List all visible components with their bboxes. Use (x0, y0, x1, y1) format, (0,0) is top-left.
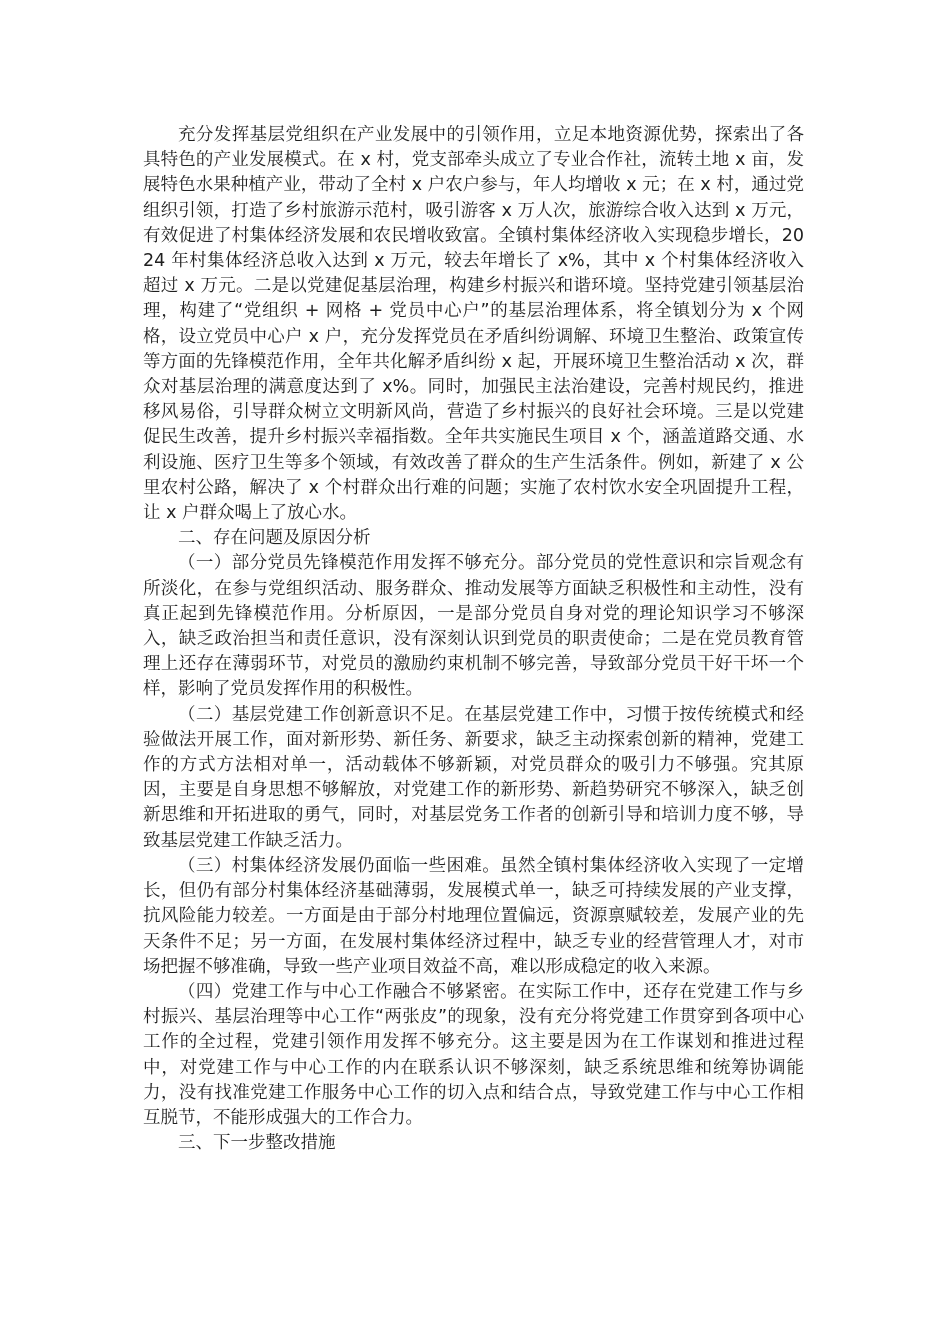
section-heading-problems: 二、存在问题及原因分析 (178, 528, 371, 549)
paragraph-problem-3: （三）村集体经济发展仍面临一些困难。虽然全镇村集体经济收入实现了一定增长，但仍有部分村集体经济基础薄弱，发展模式单一，缺乏可持续发展的产业支撑，抗风险能力较差。一方面是由于部分村地理位置偏远，资源禀赋较差，发展产业的先天条件不足；另一方面，在发展村集体经济过程中，缺乏专业的经营管理人才，对市场把握不够准确，导致一些产业项目效益不高，难以形成稳定的收入来源。 (143, 855, 804, 977)
section-heading-next-steps: 三、下一步整改措施 (178, 1133, 336, 1154)
paragraph-problem-4: （四）党建工作与中心工作融合不够紧密。在实际工作中，还存在党建工作与乡村振兴、基层治理等中心工作“两张皮”的现象，没有充分将党建工作贯穿到各项中心工作的全过程，党建引领作用发挥不够充分。这主要是因为在工作谋划和推进过程中，对党建工作与中心工作的内在联系认识不够深刻，缺乏系统思维和统筹协调能力，没有找准党建工作服务中心工作的切入点和结合点，导致党建工作与中心工作相互脱节，不能形成强大的工作合力。 (143, 981, 804, 1128)
paragraph-problem-2: （二）基层党建工作创新意识不足。在基层党建工作中，习惯于按传统模式和经验做法开展工作，面对新形势、新任务、新要求，缺乏主动探索创新的精神，党建工作的方式方法相对单一，活动载体不够新颖，对党员群众的吸引力不够强。究其原因，主要是自身思想不够解放，对党建工作的新形势、新趋势研究不够深入，缺乏创新思维和开拓进取的勇气，同时，对基层党务工作者的创新引导和培训力度不够，导致基层党建工作缺乏活力。 (143, 704, 804, 851)
document-page (143, 123, 804, 1156)
paragraph-achievements: 充分发挥基层党组织在产业发展中的引领作用，立足本地资源优势，探索出了各具特色的产业发展模式。在 x 村，党支部牵头成立了专业合作社，流转土地 x 亩，发展特色水果种植产业，带动了全村 x 户农户参与，年人均增收 x 元；在 x 村，通过党组织引领，打造了乡村旅游示范村，吸引游客 x 万人次，旅游综合收入达到 x 万元，有效促进了村集体经济发展和农民增收致富。全镇村集体经济收入实现稳步增长，2024 年村集体经济总收入达到 x 万元，较去年增长了 x%，其中 x 个村集体经济收入超过 x 万元。二是以党建促基层治理，构建乡村振兴和谐环境。坚持党建引领基层治理，构建了“党组织 + 网格 + 党员中心户”的基层治理体系，将全镇划分为 x 个网格，设立党员中心户 x 户，充分发挥党员在矛盾纠纷调解、环境卫生整治、政策宣传等方面的先锋模范作用，全年共化解矛盾纠纷 x 起，开展环境卫生整治活动 x 次，群众对基层治理的满意度达到了 x%。同时，加强民主法治建设，完善村规民约，推进移风易俗，引导群众树立文明新风尚，营造了乡村振兴的良好社会环境。三是以党建促民生改善，提升乡村振兴幸福指数。全年共实施民生项目 x 个，涵盖道路交通、水利设施、医疗卫生等多个领域，有效改善了群众的生产生活条件。例如，新建了 x 公里农村公路，解决了 x 个村群众出行难的问题；实施了农村饮水安全巩固提升工程，让 x 户群众喝上了放心水。 (143, 125, 804, 524)
paragraph-problem-1: （一）部分党员先锋模范作用发挥不够充分。部分党员的党性意识和宗旨观念有所淡化，在参与党组织活动、服务群众、推动发展等方面缺乏积极性和主动性，没有真正起到先锋模范作用。分析原因，一是部分党员自身对党的理论知识学习不够深入，缺乏政治担当和责任意识，没有深刻认识到党员的职责使命；二是在党员教育管理上还存在薄弱环节，对党员的激励约束机制不够完善，导致部分党员干好干坏一个样，影响了党员发挥作用的积极性。 (143, 553, 804, 700)
